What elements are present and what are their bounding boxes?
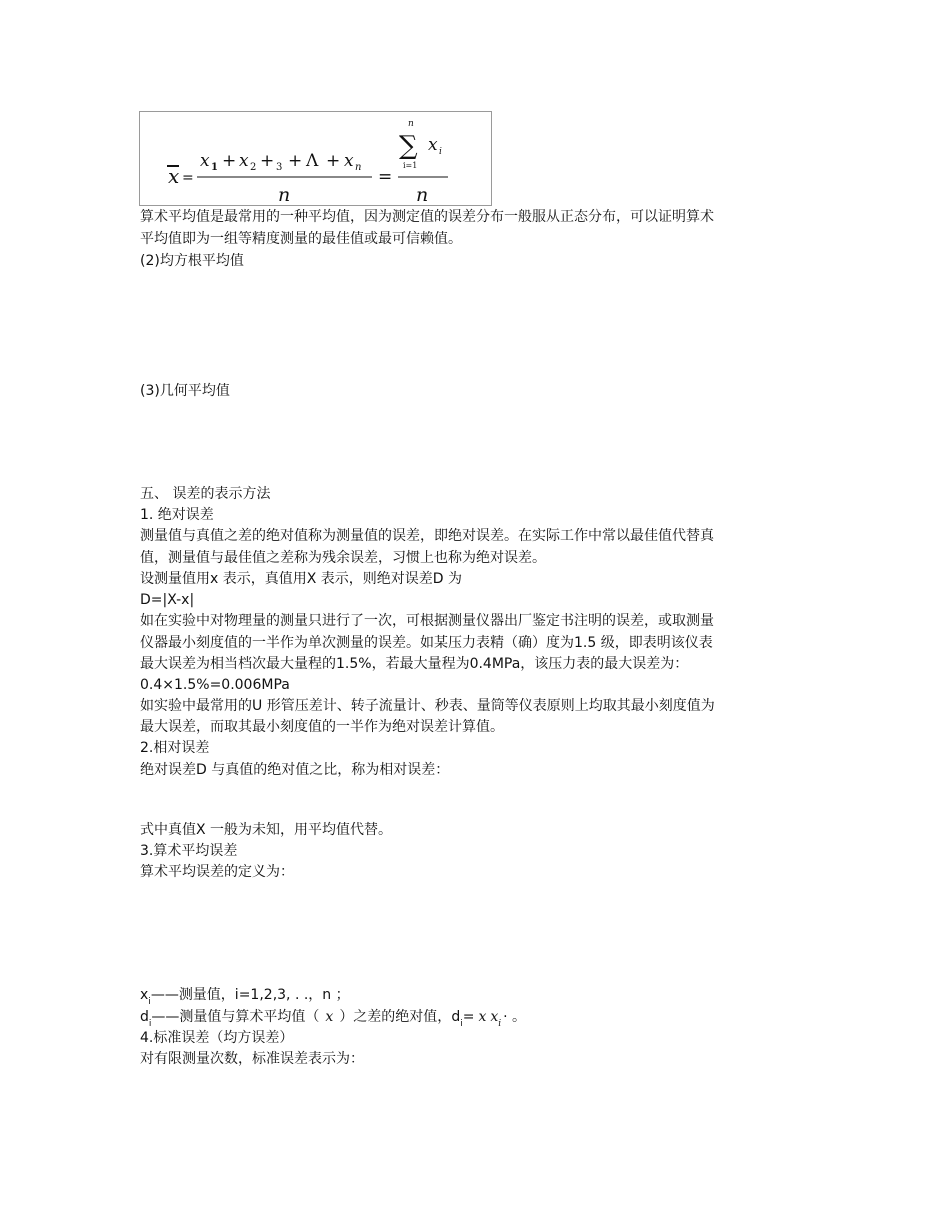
term-3-sub: 3 <box>276 162 283 173</box>
sum-lower: i=1 <box>403 161 418 170</box>
var-d-2-sub: i <box>460 1019 463 1029</box>
var-x: x <box>140 987 149 1003</box>
sum-term-x: x <box>428 135 438 155</box>
paragraph-line: 式中真值X 一般为未知，用平均值代替。 <box>140 822 393 838</box>
def-di-text-2: ）之差的绝对值， <box>339 1009 452 1025</box>
section-heading-5: 五、 误差的表示方法 <box>140 486 271 502</box>
var-x-sub: i <box>148 997 151 1007</box>
denominator-n-1: n <box>278 184 291 206</box>
sum-upper: n <box>408 119 414 129</box>
var-d: d <box>140 1009 149 1025</box>
plus-3: + <box>288 151 303 171</box>
paragraph-line: 算术平均值是最常用的一种平均值，因为测定值的误差分布一般服从正态分布，可以证明算术 <box>140 209 714 225</box>
paragraph-line: 对有限测量次数，标准误差表示为： <box>140 1051 364 1067</box>
def-di-text: ——测量值与算术平均值（ <box>151 1009 320 1025</box>
mean-formula-box <box>139 111 492 206</box>
paragraph-line: 绝对误差D 与真值的绝对值之比，称为相对误差： <box>140 762 450 778</box>
heading-arithmetic-mean-error: 3.算术平均误差 <box>140 843 238 859</box>
paragraph-line: 最大误差，而取其最小刻度值的一半作为绝对误差计算值。 <box>140 719 504 735</box>
def-di-eq: = <box>462 1009 475 1025</box>
ellipsis-symbol: Λ <box>306 151 319 171</box>
term-x1: x <box>200 151 210 171</box>
sigma-symbol: ∑ <box>399 131 418 161</box>
def-di-x2: x <box>490 1009 499 1025</box>
heading-standard-error: 4.标准误差（均方误差） <box>140 1030 294 1046</box>
plus-2: + <box>260 151 275 171</box>
def-di-x2-sub: i <box>498 1019 502 1029</box>
term-x2-sub: 2 <box>250 162 257 173</box>
term-xn: x <box>344 151 354 171</box>
denominator-n-2: n <box>416 184 429 206</box>
equals-sign-1: = <box>182 170 194 186</box>
def-di-x1: x <box>478 1009 487 1025</box>
paragraph-line: 如实验中最常用的U 形管压差计、转子流量计、秒表、量筒等仪表原则上均取其最小刻度值为 <box>140 698 715 714</box>
paragraph-line: 如在实验中对物理量的测量只进行了一次，可根据测量仪器出厂鉴定书注明的误差，或取测量 <box>140 613 714 629</box>
paragraph-line: 平均值即为一组等精度测量的最佳值或最可信赖值。 <box>140 231 462 247</box>
equals-sign-2: = <box>378 167 393 187</box>
paragraph-line: 值，测量值与最佳值之差称为残余误差，习惯上也称为绝对误差。 <box>140 550 546 566</box>
def-xi-text: ——测量值，i=1,2,3, . .，n ； <box>150 987 350 1003</box>
subheading-geometric-mean: (3)几何平均值 <box>140 383 230 399</box>
sum-term-sub: i <box>439 147 442 157</box>
paragraph-line: 算术平均误差的定义为： <box>140 864 294 880</box>
var-d-sub: i <box>148 1019 152 1029</box>
mean-symbol: x <box>168 164 180 188</box>
plus-4: + <box>326 151 341 171</box>
mean-formula <box>140 112 493 207</box>
plus-1: + <box>222 151 237 171</box>
term-xn-sub: n <box>355 162 362 173</box>
paragraph-line: 设测量值用x 表示，真值用X 表示，则绝对误差D 为 <box>140 571 463 587</box>
heading-absolute-error: 1. 绝对误差 <box>140 507 214 523</box>
heading-relative-error: 2.相对误差 <box>140 740 210 756</box>
definition-di <box>140 1007 526 1029</box>
mean-x-symbol: x <box>325 1009 334 1025</box>
term-x1-sub: 1 <box>211 162 218 173</box>
calculation-line: 0.4×1.5%=0.006MPa <box>140 677 290 693</box>
var-d-2: d <box>451 1009 461 1025</box>
paragraph-line: 测量值与真值之差的绝对值称为测量值的误差，即绝对误差。在实际工作中常以最佳值代替真 <box>140 528 714 544</box>
paragraph-line: 最大误差为相当档次最大量程的1.5%，若最大量程为0.4MPa，该压力表的最大误差为： <box>140 656 689 672</box>
term-x2: x <box>239 151 249 171</box>
paragraph-line: 仪器最小刻度值的一半作为单次测量的误差。如某压力表精（确）度为1.5 级，即表明该仪表 <box>140 635 713 651</box>
equation-absolute-error: D=|X-x| <box>140 592 195 608</box>
subheading-rms-mean: (2)均方根平均值 <box>140 253 244 269</box>
def-di-end: · 。 <box>503 1009 527 1025</box>
definition-xi <box>140 985 350 1007</box>
